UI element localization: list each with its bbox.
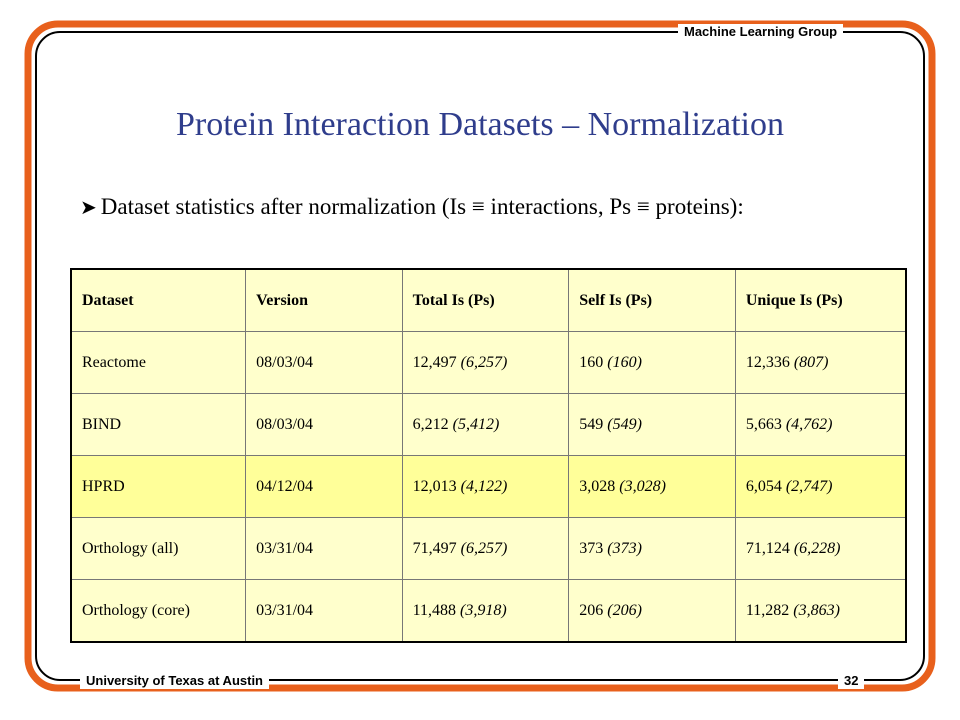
unique-cell: 12,336 (807) <box>735 332 906 394</box>
dataset-cell: Orthology (all) <box>71 518 246 580</box>
version-cell: 04/12/04 <box>246 456 402 518</box>
dataset-statistics-table <box>70 268 907 643</box>
unique-cell: 6,054 (2,747) <box>735 456 906 518</box>
column-header: Self Is (Ps) <box>569 269 736 332</box>
group-label: Machine Learning Group <box>678 24 843 40</box>
self-cell: 3,028 (3,028) <box>569 456 736 518</box>
unique-cell: 11,282 (3,863) <box>735 580 906 643</box>
bullet-point <box>80 192 744 223</box>
column-header: Total Is (Ps) <box>402 269 569 332</box>
bullet-text: Dataset statistics after normalization (Is ≡ interactions, Ps ≡ proteins): <box>100 194 744 219</box>
table-row <box>71 580 906 643</box>
table-row <box>71 394 906 456</box>
page-number: 32 <box>838 673 864 689</box>
table-header-row <box>71 269 906 332</box>
self-cell: 206 (206) <box>569 580 736 643</box>
version-cell: 08/03/04 <box>246 332 402 394</box>
dataset-cell: BIND <box>71 394 246 456</box>
total-cell: 12,013 (4,122) <box>402 456 569 518</box>
self-cell: 373 (373) <box>569 518 736 580</box>
self-cell: 549 (549) <box>569 394 736 456</box>
version-cell: 03/31/04 <box>246 580 402 643</box>
university-label: University of Texas at Austin <box>80 673 269 689</box>
slide-title: Protein Interaction Datasets – Normalization <box>175 106 785 143</box>
column-header: Dataset <box>71 269 246 332</box>
total-cell: 11,488 (3,918) <box>402 580 569 643</box>
version-cell: 03/31/04 <box>246 518 402 580</box>
table-row <box>71 518 906 580</box>
unique-cell: 5,663 (4,762) <box>735 394 906 456</box>
unique-cell: 71,124 (6,228) <box>735 518 906 580</box>
self-cell: 160 (160) <box>569 332 736 394</box>
table-row <box>71 332 906 394</box>
arrow-bullet-icon: ➤ <box>80 197 97 219</box>
version-cell: 08/03/04 <box>246 394 402 456</box>
column-header: Version <box>246 269 402 332</box>
table-row-highlighted <box>71 456 906 518</box>
total-cell: 71,497 (6,257) <box>402 518 569 580</box>
total-cell: 12,497 (6,257) <box>402 332 569 394</box>
column-header: Unique Is (Ps) <box>735 269 906 332</box>
dataset-cell: HPRD <box>71 456 246 518</box>
total-cell: 6,212 (5,412) <box>402 394 569 456</box>
dataset-cell: Reactome <box>71 332 246 394</box>
dataset-cell: Orthology (core) <box>71 580 246 643</box>
